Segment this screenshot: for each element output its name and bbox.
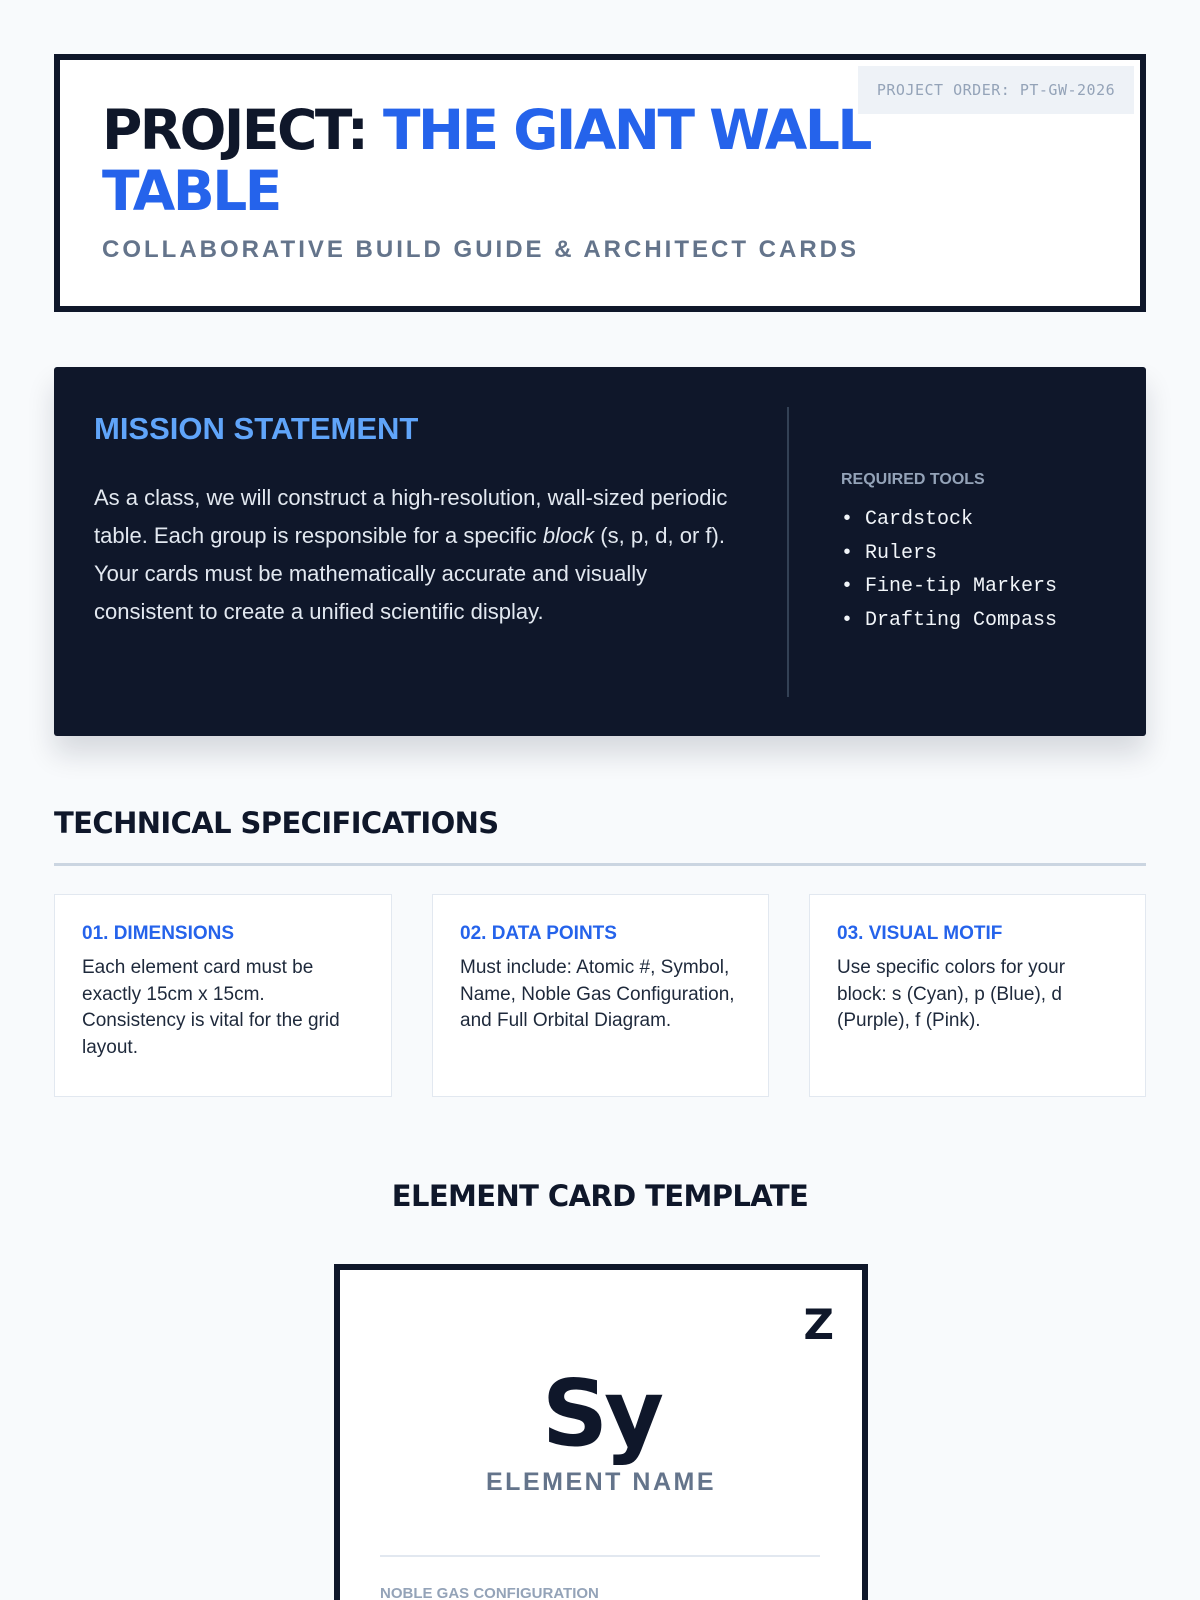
spec-card-body: Each element card must be exactly 15cm x 15cm. Consistency is vital for the grid layout. — [82, 957, 340, 1058]
mission-divider — [787, 407, 789, 697]
title-prefix: PROJECT: — [102, 98, 383, 162]
mission-panel — [54, 367, 1146, 736]
element-symbol: Sy — [541, 1360, 661, 1467]
spec-card-dimensions — [54, 894, 392, 1097]
element-name: ELEMENT NAME — [486, 1468, 716, 1496]
noble-gas-config-label: NOBLE GAS CONFIGURATION — [380, 1585, 599, 1600]
specs-divider — [54, 863, 1146, 866]
tool-item: • Drafting Compass — [841, 604, 1057, 638]
tool-item: • Cardstock — [841, 503, 1057, 537]
spec-card-body: Use specific colors for your block: s (Cyan), p (Blue), d (Purple), f (Pink). — [837, 957, 1066, 1031]
mission-text-emphasis: block — [542, 523, 595, 548]
page-title — [102, 100, 1002, 222]
mission-text-end: (s, p, d, or f). Your cards must be mathematically accurate and visually consistent to create a unified scientific display. — [94, 523, 725, 624]
tool-item: • Fine-tip Markers — [841, 570, 1057, 604]
specs-title: TECHNICAL SPECIFICATIONS — [54, 806, 499, 840]
spec-card-visual-motif — [809, 894, 1146, 1097]
mission-text-start: As a class, we will construct a high-resolution, wall-sized periodic table. Each group is responsible for a specific — [94, 485, 728, 548]
card-divider — [380, 1555, 820, 1557]
spec-card-heading: 03. VISUAL MOTIF — [837, 923, 1003, 944]
required-tools-list — [841, 503, 1057, 637]
spec-card-body: Must include: Atomic #, Symbol, Name, Noble Gas Configuration, and Full Orbital Diagram. — [460, 957, 735, 1031]
title-accent: THE GIANT WALL TABLE — [102, 98, 870, 223]
page-subtitle: COLLABORATIVE BUILD GUIDE & ARCHITECT CARDS — [102, 236, 859, 263]
atomic-number: Z — [803, 1300, 834, 1349]
required-tools-label: REQUIRED TOOLS — [841, 471, 985, 488]
mission-text — [94, 479, 744, 631]
mission-title: MISSION STATEMENT — [94, 411, 419, 446]
tool-item: • Rulers — [841, 537, 1057, 571]
spec-card-heading: 01. DIMENSIONS — [82, 923, 235, 944]
element-card-template — [334, 1264, 868, 1600]
spec-card-heading: 02. DATA POINTS — [460, 923, 617, 944]
project-order-tag: PROJECT ORDER: PT-GW-2026 — [858, 66, 1134, 114]
template-title: ELEMENT CARD TEMPLATE — [391, 1179, 809, 1213]
spec-card-data-points — [432, 894, 769, 1097]
project-header — [54, 54, 1146, 312]
